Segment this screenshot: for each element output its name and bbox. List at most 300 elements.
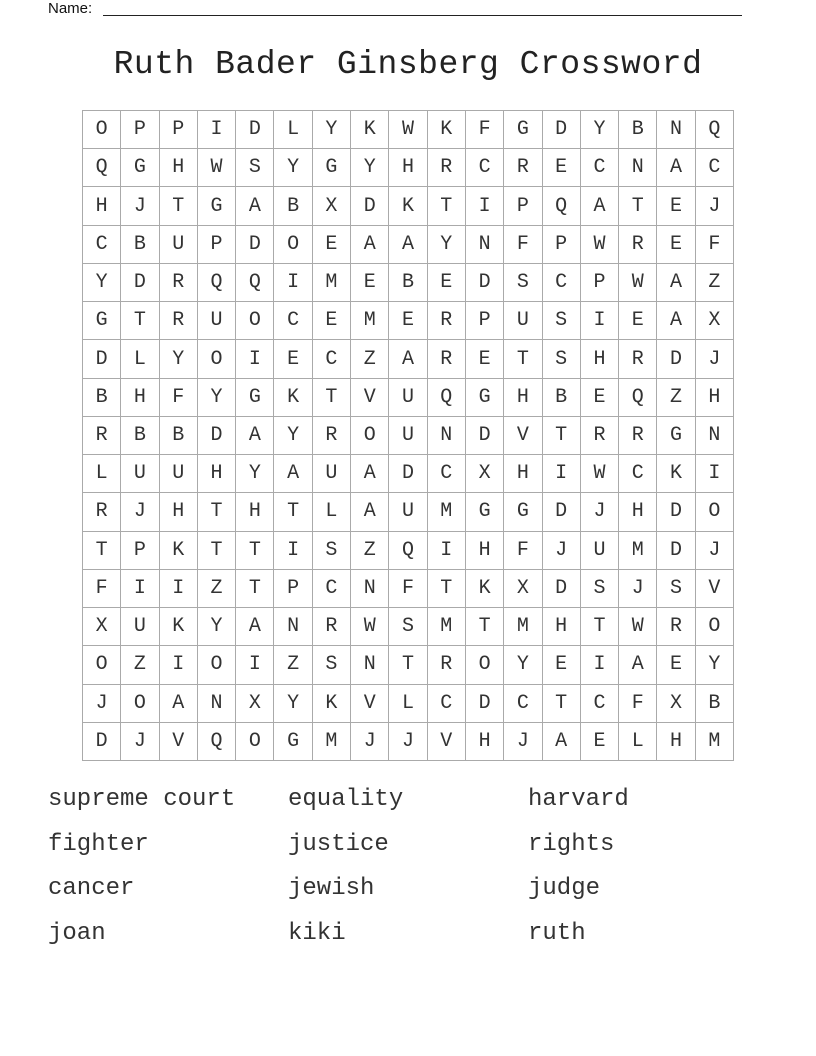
grid-cell: A xyxy=(351,226,389,264)
grid-cell: J xyxy=(696,532,734,570)
grid-cell: C xyxy=(83,226,121,264)
grid-cell: J xyxy=(121,493,159,531)
grid-cell: H xyxy=(198,455,236,493)
grid-cell: X xyxy=(696,302,734,340)
grid-cell: D xyxy=(543,111,581,149)
grid-cell: T xyxy=(83,532,121,570)
grid-cell: E xyxy=(581,723,619,761)
grid-cell: T xyxy=(236,570,274,608)
grid-cell: T xyxy=(428,570,466,608)
grid-cell: Y xyxy=(236,455,274,493)
grid-cell: R xyxy=(619,226,657,264)
grid-cell: S xyxy=(543,302,581,340)
grid-cell: R xyxy=(83,417,121,455)
grid-cell: H xyxy=(466,532,504,570)
word-list-item: jewish xyxy=(288,875,375,902)
grid-cell: T xyxy=(428,187,466,225)
grid-cell: G xyxy=(504,493,542,531)
grid-cell: H xyxy=(657,723,695,761)
grid-cell: Q xyxy=(389,532,427,570)
grid-cell: D xyxy=(236,111,274,149)
grid-cell: S xyxy=(504,264,542,302)
grid-cell: H xyxy=(619,493,657,531)
grid-cell: E xyxy=(351,264,389,302)
grid-cell: O xyxy=(466,646,504,684)
grid-cell: J xyxy=(581,493,619,531)
grid-cell: L xyxy=(83,455,121,493)
grid-cell: B xyxy=(83,379,121,417)
grid-cell: C xyxy=(428,685,466,723)
grid-cell: O xyxy=(198,646,236,684)
grid-cell: I xyxy=(466,187,504,225)
grid-cell: C xyxy=(466,149,504,187)
grid-cell: W xyxy=(351,608,389,646)
grid-cell: A xyxy=(236,187,274,225)
grid-cell: V xyxy=(351,685,389,723)
grid-cell: K xyxy=(389,187,427,225)
grid-cell: Y xyxy=(274,149,312,187)
grid-cell: E xyxy=(619,302,657,340)
grid-cell: B xyxy=(160,417,198,455)
grid-cell: D xyxy=(236,226,274,264)
grid-cell: G xyxy=(313,149,351,187)
grid-cell: Y xyxy=(198,379,236,417)
name-underline xyxy=(103,15,742,16)
grid-cell: J xyxy=(504,723,542,761)
grid-cell: Y xyxy=(274,417,312,455)
grid-cell: B xyxy=(389,264,427,302)
grid-cell: C xyxy=(274,302,312,340)
grid-cell: I xyxy=(121,570,159,608)
grid-cell: A xyxy=(160,685,198,723)
grid-cell: L xyxy=(619,723,657,761)
grid-cell: I xyxy=(160,646,198,684)
grid-cell: T xyxy=(543,417,581,455)
grid-cell: T xyxy=(466,608,504,646)
grid-cell: M xyxy=(428,493,466,531)
grid-cell: V xyxy=(160,723,198,761)
grid-cell: Q xyxy=(428,379,466,417)
grid-cell: O xyxy=(351,417,389,455)
grid-cell: N xyxy=(198,685,236,723)
word-list-item: judge xyxy=(528,875,601,902)
grid-cell: K xyxy=(160,532,198,570)
grid-cell: P xyxy=(274,570,312,608)
grid-cell: O xyxy=(696,608,734,646)
grid-cell: X xyxy=(657,685,695,723)
grid-cell: E xyxy=(543,646,581,684)
grid-cell: O xyxy=(236,302,274,340)
grid-cell: O xyxy=(121,685,159,723)
grid-cell: W xyxy=(619,264,657,302)
grid-cell: D xyxy=(83,340,121,378)
grid-cell: X xyxy=(466,455,504,493)
grid-cell: E xyxy=(581,379,619,417)
grid-cell: I xyxy=(581,302,619,340)
grid-cell: U xyxy=(121,455,159,493)
grid-cell: R xyxy=(83,493,121,531)
grid-cell: C xyxy=(696,149,734,187)
grid-cell: T xyxy=(160,187,198,225)
grid-cell: A xyxy=(657,149,695,187)
grid-cell: A xyxy=(657,302,695,340)
grid-cell: L xyxy=(389,685,427,723)
grid-cell: A xyxy=(236,417,274,455)
grid-cell: I xyxy=(198,111,236,149)
grid-cell: B xyxy=(696,685,734,723)
grid-cell: D xyxy=(83,723,121,761)
grid-cell: I xyxy=(274,264,312,302)
grid-cell: M xyxy=(696,723,734,761)
grid-cell: Z xyxy=(351,532,389,570)
grid-cell: M xyxy=(313,723,351,761)
grid-cell: U xyxy=(160,226,198,264)
grid-cell: J xyxy=(619,570,657,608)
grid-cell: J xyxy=(696,340,734,378)
grid-cell: Y xyxy=(428,226,466,264)
grid-cell: R xyxy=(657,608,695,646)
grid-cell: A xyxy=(619,646,657,684)
grid-cell: O xyxy=(198,340,236,378)
grid-cell: E xyxy=(428,264,466,302)
grid-cell: U xyxy=(160,455,198,493)
word-list-item: equality xyxy=(288,786,404,813)
grid-cell: R xyxy=(428,340,466,378)
grid-cell: G xyxy=(504,111,542,149)
grid-cell: C xyxy=(543,264,581,302)
grid-cell: G xyxy=(466,379,504,417)
grid-cell: I xyxy=(236,646,274,684)
grid-cell: J xyxy=(121,187,159,225)
grid-cell: L xyxy=(274,111,312,149)
grid-cell: E xyxy=(313,302,351,340)
grid-cell: R xyxy=(313,417,351,455)
grid-cell: C xyxy=(313,570,351,608)
grid-cell: F xyxy=(389,570,427,608)
grid-cell: V xyxy=(504,417,542,455)
grid-cell: U xyxy=(581,532,619,570)
word-list-item: cancer xyxy=(48,875,135,902)
grid-cell: T xyxy=(619,187,657,225)
grid-cell: O xyxy=(83,111,121,149)
grid-cell: U xyxy=(389,379,427,417)
grid-cell: G xyxy=(274,723,312,761)
grid-cell: X xyxy=(83,608,121,646)
grid-cell: A xyxy=(351,455,389,493)
grid-cell: A xyxy=(581,187,619,225)
grid-cell: H xyxy=(543,608,581,646)
word-list-item: ruth xyxy=(528,919,586,947)
grid-cell: V xyxy=(696,570,734,608)
grid-cell: D xyxy=(466,417,504,455)
grid-cell: B xyxy=(121,226,159,264)
grid-cell: B xyxy=(619,111,657,149)
word-list-item: supreme court xyxy=(48,786,236,813)
word-list-item: joan xyxy=(48,919,106,947)
grid-cell: Z xyxy=(657,379,695,417)
grid-cell: S xyxy=(543,340,581,378)
grid-cell: O xyxy=(83,646,121,684)
grid-cell: H xyxy=(236,493,274,531)
grid-cell: F xyxy=(696,226,734,264)
grid-cell: R xyxy=(428,646,466,684)
grid-cell: Q xyxy=(696,111,734,149)
grid-cell: D xyxy=(389,455,427,493)
grid-cell: R xyxy=(313,608,351,646)
grid-cell: W xyxy=(581,455,619,493)
grid-cell: F xyxy=(466,111,504,149)
grid-cell: P xyxy=(121,111,159,149)
grid-cell: C xyxy=(504,685,542,723)
grid-cell: Z xyxy=(198,570,236,608)
grid-cell: U xyxy=(313,455,351,493)
grid-cell: G xyxy=(121,149,159,187)
grid-cell: C xyxy=(428,455,466,493)
grid-cell: I xyxy=(543,455,581,493)
grid-cell: S xyxy=(657,570,695,608)
grid-cell: O xyxy=(696,493,734,531)
name-label: Name: xyxy=(48,0,93,17)
grid-cell: D xyxy=(657,340,695,378)
grid-cell: V xyxy=(428,723,466,761)
grid-cell: A xyxy=(389,340,427,378)
grid-cell: I xyxy=(696,455,734,493)
grid-cell: U xyxy=(504,302,542,340)
grid-cell: T xyxy=(313,379,351,417)
grid-cell: C xyxy=(581,149,619,187)
grid-cell: G xyxy=(657,417,695,455)
grid-cell: G xyxy=(83,302,121,340)
grid-cell: F xyxy=(160,379,198,417)
grid-cell: H xyxy=(504,455,542,493)
grid-cell: Y xyxy=(696,646,734,684)
grid-cell: A xyxy=(351,493,389,531)
grid-cell: H xyxy=(581,340,619,378)
grid-cell: S xyxy=(389,608,427,646)
grid-cell: C xyxy=(313,340,351,378)
page-title: Ruth Bader Ginsberg Crossword xyxy=(113,46,703,83)
grid-cell: Q xyxy=(198,264,236,302)
grid-cell: W xyxy=(389,111,427,149)
grid-cell: J xyxy=(543,532,581,570)
grid-cell: P xyxy=(198,226,236,264)
grid-cell: A xyxy=(657,264,695,302)
word-list-item: justice xyxy=(288,830,389,858)
grid-cell: N xyxy=(428,417,466,455)
grid-cell: J xyxy=(389,723,427,761)
grid-cell: K xyxy=(313,685,351,723)
grid-cell: T xyxy=(543,685,581,723)
grid-cell: R xyxy=(619,417,657,455)
grid-cell: N xyxy=(466,226,504,264)
grid-cell: T xyxy=(198,493,236,531)
word-list-item: fighter xyxy=(48,830,149,858)
grid-cell: Z xyxy=(696,264,734,302)
grid-cell: J xyxy=(121,723,159,761)
grid-cell: E xyxy=(389,302,427,340)
name-field xyxy=(48,0,742,20)
grid-cell: M xyxy=(351,302,389,340)
grid-cell: I xyxy=(581,646,619,684)
grid-cell: X xyxy=(236,685,274,723)
grid-cell: U xyxy=(121,608,159,646)
grid-cell: T xyxy=(389,646,427,684)
grid-cell: X xyxy=(313,187,351,225)
grid-cell: D xyxy=(657,493,695,531)
grid-cell: S xyxy=(581,570,619,608)
grid-cell: I xyxy=(428,532,466,570)
grid-cell: R xyxy=(581,417,619,455)
grid-cell: R xyxy=(504,149,542,187)
grid-cell: R xyxy=(428,149,466,187)
grid-cell: D xyxy=(466,685,504,723)
grid-cell: U xyxy=(389,493,427,531)
grid-cell: T xyxy=(236,532,274,570)
grid-cell: F xyxy=(83,570,121,608)
grid-cell: A xyxy=(389,226,427,264)
grid-cell: T xyxy=(504,340,542,378)
grid-cell: T xyxy=(121,302,159,340)
word-list xyxy=(48,784,768,962)
grid-cell: N xyxy=(351,646,389,684)
grid-cell: O xyxy=(236,723,274,761)
grid-cell: Z xyxy=(274,646,312,684)
word-list-item: rights xyxy=(528,830,615,858)
word-search-grid xyxy=(82,110,734,761)
grid-cell: Q xyxy=(198,723,236,761)
grid-cell: S xyxy=(313,646,351,684)
grid-cell: E xyxy=(543,149,581,187)
grid-cell: N xyxy=(274,608,312,646)
grid-cell: D xyxy=(121,264,159,302)
grid-cell: R xyxy=(428,302,466,340)
grid-cell: H xyxy=(83,187,121,225)
grid-cell: Z xyxy=(121,646,159,684)
grid-cell: N xyxy=(657,111,695,149)
grid-cell: W xyxy=(198,149,236,187)
grid-cell: M xyxy=(619,532,657,570)
grid-cell: Q xyxy=(236,264,274,302)
grid-cell: Y xyxy=(351,149,389,187)
grid-cell: P xyxy=(121,532,159,570)
grid-cell: R xyxy=(160,264,198,302)
grid-cell: W xyxy=(581,226,619,264)
grid-cell: Y xyxy=(581,111,619,149)
grid-cell: C xyxy=(581,685,619,723)
grid-cell: B xyxy=(543,379,581,417)
grid-cell: T xyxy=(274,493,312,531)
grid-cell: K xyxy=(351,111,389,149)
grid-cell: G xyxy=(198,187,236,225)
grid-cell: H xyxy=(160,149,198,187)
grid-cell: P xyxy=(466,302,504,340)
grid-cell: P xyxy=(160,111,198,149)
grid-cell: Q xyxy=(619,379,657,417)
grid-cell: G xyxy=(236,379,274,417)
grid-cell: A xyxy=(236,608,274,646)
grid-cell: R xyxy=(619,340,657,378)
grid-cell: Q xyxy=(83,149,121,187)
grid-cell: E xyxy=(466,340,504,378)
grid-cell: K xyxy=(274,379,312,417)
grid-cell: O xyxy=(274,226,312,264)
grid-cell: T xyxy=(581,608,619,646)
grid-cell: N xyxy=(696,417,734,455)
grid-cell: I xyxy=(160,570,198,608)
grid-cell: X xyxy=(504,570,542,608)
grid-cell: P xyxy=(543,226,581,264)
grid-cell: M xyxy=(428,608,466,646)
grid-cell: I xyxy=(274,532,312,570)
grid-cell: Y xyxy=(504,646,542,684)
grid-cell: H xyxy=(504,379,542,417)
grid-cell: J xyxy=(83,685,121,723)
grid-cell: L xyxy=(313,493,351,531)
grid-cell: H xyxy=(389,149,427,187)
grid-cell: V xyxy=(351,379,389,417)
grid-cell: Y xyxy=(83,264,121,302)
grid-cell: F xyxy=(504,532,542,570)
grid-cell: I xyxy=(236,340,274,378)
grid-cell: S xyxy=(236,149,274,187)
grid-cell: D xyxy=(657,532,695,570)
word-list-item: harvard xyxy=(528,786,629,813)
grid-cell: Z xyxy=(351,340,389,378)
grid-cell: K xyxy=(657,455,695,493)
grid-cell: D xyxy=(198,417,236,455)
grid-cell: D xyxy=(543,570,581,608)
grid-cell: T xyxy=(198,532,236,570)
grid-cell: P xyxy=(581,264,619,302)
grid-cell: C xyxy=(619,455,657,493)
grid-cell: P xyxy=(504,187,542,225)
grid-cell: E xyxy=(657,646,695,684)
grid-cell: H xyxy=(466,723,504,761)
grid-cell: J xyxy=(351,723,389,761)
grid-cell: K xyxy=(160,608,198,646)
grid-cell: U xyxy=(389,417,427,455)
grid-cell: E xyxy=(657,226,695,264)
grid-cell: S xyxy=(313,532,351,570)
grid-cell: E xyxy=(274,340,312,378)
grid-cell: M xyxy=(313,264,351,302)
grid-cell: M xyxy=(504,608,542,646)
grid-cell: D xyxy=(543,493,581,531)
grid-cell: E xyxy=(313,226,351,264)
grid-cell: H xyxy=(696,379,734,417)
grid-cell: K xyxy=(428,111,466,149)
grid-cell: Y xyxy=(274,685,312,723)
word-list-item: kiki xyxy=(288,919,346,947)
grid-cell: Q xyxy=(543,187,581,225)
grid-cell: D xyxy=(351,187,389,225)
grid-cell: D xyxy=(466,264,504,302)
grid-cell: A xyxy=(543,723,581,761)
grid-cell: A xyxy=(274,455,312,493)
grid-cell: H xyxy=(160,493,198,531)
grid-cell: U xyxy=(198,302,236,340)
grid-cell: B xyxy=(121,417,159,455)
grid-cell: E xyxy=(657,187,695,225)
grid-cell: L xyxy=(121,340,159,378)
grid-cell: H xyxy=(121,379,159,417)
grid-cell: Y xyxy=(313,111,351,149)
grid-cell: F xyxy=(619,685,657,723)
grid-cell: Y xyxy=(198,608,236,646)
grid-cell: G xyxy=(466,493,504,531)
grid-cell: B xyxy=(274,187,312,225)
grid-cell: Y xyxy=(160,340,198,378)
